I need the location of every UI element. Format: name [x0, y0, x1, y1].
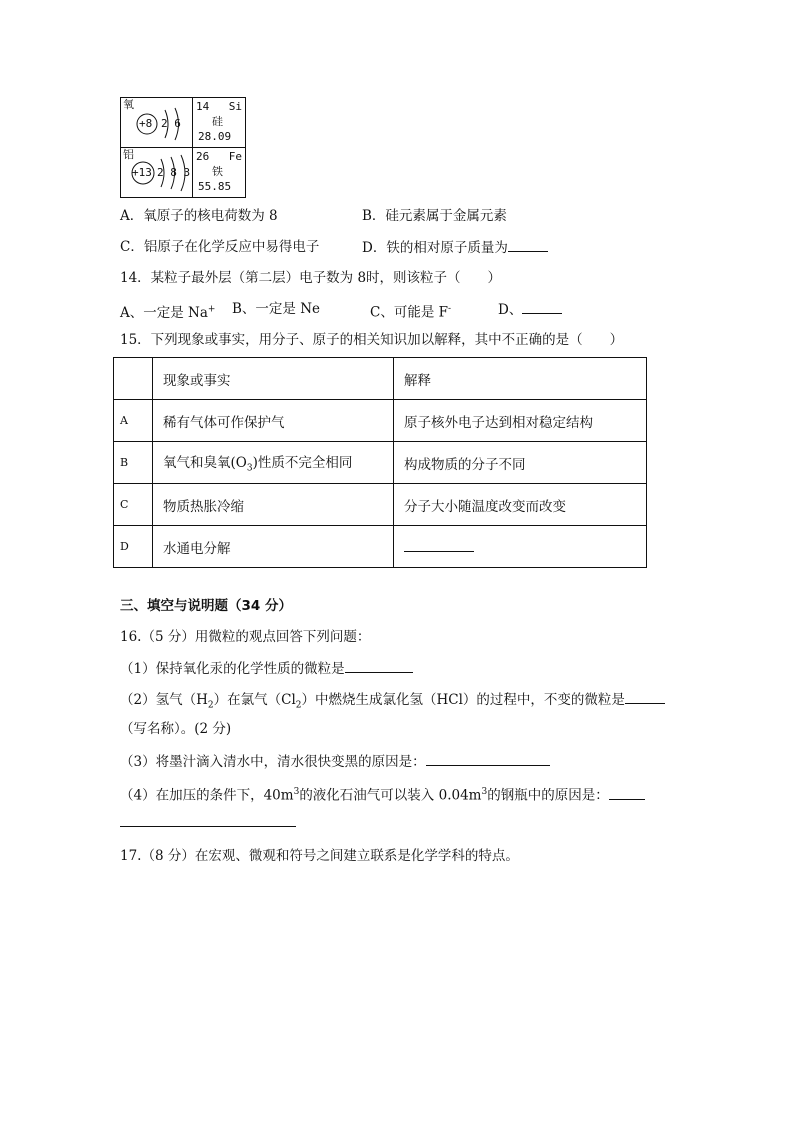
table-row [114, 400, 647, 442]
answer-blank[interactable] [609, 785, 645, 800]
table-header-cell: 解释 [394, 358, 647, 400]
table-header-row [114, 358, 647, 400]
table-cell-fact: 稀有气体可作保护气 [153, 400, 394, 442]
fact-text: 氧气和臭氧(O [163, 455, 247, 472]
q15-table [113, 357, 647, 568]
q13-option-c: C．铝原子在化学反应中易得电子 [120, 239, 320, 255]
answer-blank[interactable] [522, 299, 562, 314]
q16-p2-sub: 2 [295, 700, 302, 711]
q16-part4 [120, 782, 645, 806]
table-cell-option: C [114, 484, 153, 526]
q13-option-d [362, 237, 548, 258]
q16-p2-sub: 2 [207, 700, 214, 711]
q14-option-c [370, 299, 451, 323]
aluminum-name: 铝 [123, 148, 134, 161]
iron-mass: 55.85 [198, 180, 232, 193]
table-cell-explanation: 构成物质的分子不同 [394, 442, 647, 484]
iron-symbol: Fe [228, 150, 242, 163]
q14-c-sup: - [448, 304, 452, 314]
iron-name: 铁 [212, 165, 223, 178]
oxygen-name: 氧 [123, 98, 134, 111]
table-cell-fact: 水通电分解 [153, 526, 394, 568]
q16-p2-text: （2）氢气（H [120, 692, 208, 708]
table-cell-option: D [114, 526, 153, 568]
table-header-cell [114, 358, 153, 400]
q14-option-d [498, 299, 562, 320]
answer-blank[interactable] [508, 237, 548, 252]
q14-a-text: A、一定是 Na [120, 304, 208, 321]
aluminum-shells: 2 8 3 [157, 166, 191, 179]
table-cell-explanation: 原子核外电子达到相对稳定结构 [394, 400, 647, 442]
silicon-number: 14 [196, 100, 210, 113]
answer-blank[interactable] [120, 812, 296, 827]
silicon-name: 硅 [212, 115, 223, 128]
iron-number: 26 [196, 150, 210, 163]
q14-d-text: D、 [498, 302, 523, 318]
table-header-cell: 现象或事实 [153, 358, 394, 400]
q16-p3-text: （3）将墨汁滴入清水中，清水很快变黑的原因是： [120, 754, 426, 770]
q16-p4-sup: 3 [293, 787, 300, 797]
table-row [114, 484, 647, 526]
q16-part4-blank-line [120, 812, 296, 833]
q16-stem: 16.（5 分）用微粒的观点回答下列问题： [120, 629, 371, 645]
q14-options [120, 299, 523, 323]
oxygen-cell [120, 97, 194, 148]
oxygen-nucleus: +8 [139, 117, 153, 130]
q16-p1-text: （1）保持氧化汞的化学性质的微粒是 [120, 661, 345, 677]
table-cell-option: A [114, 400, 153, 442]
q16-p4-sup: 3 [481, 787, 488, 797]
aluminum-nucleus: +13 [132, 166, 152, 179]
q16-p4-text: 的液化石油气可以装入 0.04m [299, 787, 482, 804]
silicon-cell [192, 97, 246, 148]
q13-option-b: B．硅元素属于金属元素 [362, 208, 507, 224]
table-cell-fact [153, 442, 394, 484]
q16-part3 [120, 751, 550, 772]
table-row [114, 526, 647, 568]
q16-part2-cont: （写名称）。(2 分) [120, 721, 232, 737]
fact-sub: 3 [246, 463, 253, 474]
q16-p4-text: （4）在加压的条件下，40m [120, 787, 294, 804]
q14-a-sup: + [207, 304, 216, 314]
silicon-symbol: Si [228, 100, 242, 113]
q13-option-a: A．氧原子的核电荷数为 8 [120, 208, 278, 224]
aluminum-cell [120, 147, 194, 198]
q14-option-a [120, 305, 215, 321]
answer-blank[interactable] [345, 658, 413, 673]
fact-text: )性质不完全相同 [252, 455, 353, 472]
q17-stem: 17.（8 分）在宏观、微观和符号之间建立联系是化学学科的特点。 [120, 848, 519, 864]
oxygen-shells: 2 6 [161, 117, 181, 130]
table-cell-option: B [114, 442, 153, 484]
iron-cell [192, 147, 246, 198]
answer-blank[interactable] [625, 689, 665, 704]
table-cell-explanation: 分子大小随温度改变而改变 [394, 484, 647, 526]
q16-part2 [120, 689, 665, 716]
q14-stem: 14．某粒子最外层（第二层）电子数为 8时，则该粒子（ ） [120, 270, 502, 286]
silicon-mass: 28.09 [198, 130, 232, 143]
q16-p4-text: 的钢瓶中的原因是： [487, 787, 609, 804]
q13-option-d-text: D．铁的相对原子质量为 [362, 240, 508, 256]
table-row [114, 442, 647, 484]
table-cell-fact: 物质热胀冷缩 [153, 484, 394, 526]
q16-p2-text: ）在氯气（Cl [213, 692, 296, 708]
element-figure [120, 97, 246, 198]
answer-blank[interactable] [426, 751, 550, 766]
q16-p2-text: ）中燃烧生成氯化氢（HCl）的过程中，不变的微粒是 [301, 692, 625, 708]
table-cell-explanation [394, 526, 647, 568]
oxygen-atom-diagram [121, 98, 193, 147]
q16-part1 [120, 658, 413, 679]
answer-blank[interactable] [404, 537, 474, 552]
q14-option-b: B、一定是 Ne [232, 301, 321, 317]
q14-c-text: C、可能是 F [370, 304, 448, 321]
section-title: 三、填空与说明题（34 分） [120, 598, 292, 614]
q15-stem: 15．下列现象或事实，用分子、原子的相关知识加以解释，其中不正确的是（ ） [120, 332, 624, 348]
